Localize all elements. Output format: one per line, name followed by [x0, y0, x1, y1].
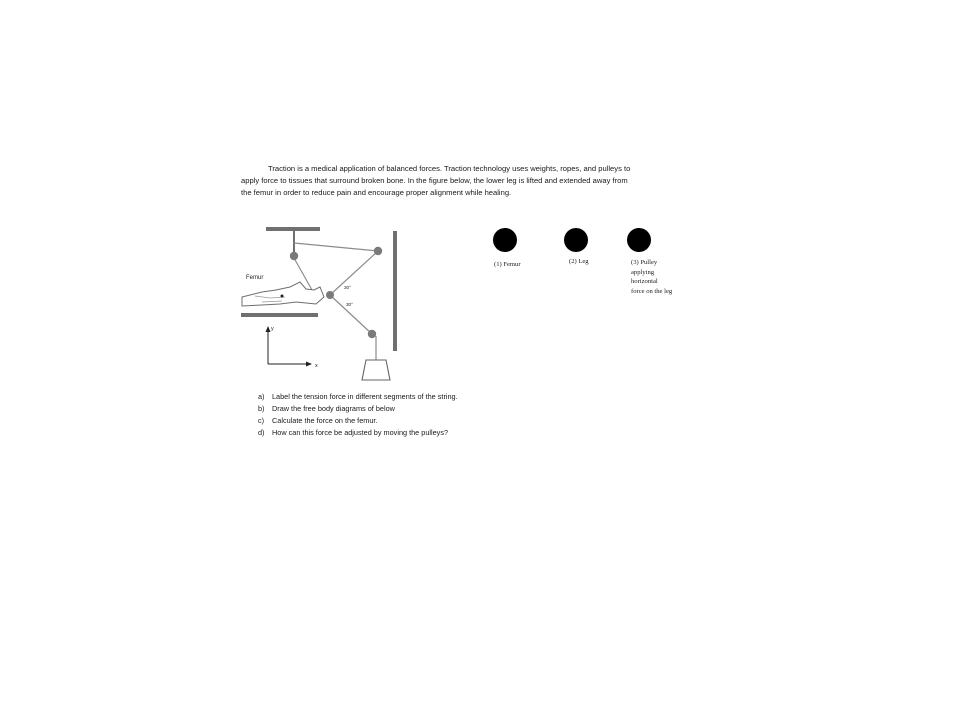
y-axis-label: y — [271, 326, 274, 332]
question-item — [258, 403, 458, 415]
question-text: Draw the free body diagrams of below — [272, 404, 395, 413]
x-axis-label: x — [315, 363, 318, 369]
fbd-pulley-label — [631, 258, 672, 296]
question-item — [258, 391, 458, 403]
fbd-leg-label: (2) Leg — [569, 258, 589, 265]
angle-upper-label: 30° — [344, 285, 351, 290]
pulley-foot — [326, 291, 334, 299]
knee-point — [281, 295, 284, 298]
fbd-femur-dot — [493, 228, 517, 252]
question-item — [258, 427, 458, 439]
leg-outline — [242, 282, 324, 306]
intro-paragraph — [241, 163, 711, 199]
rope-upper-diag — [330, 251, 378, 295]
question-marker: b) — [258, 404, 265, 413]
x-axis-arrow — [306, 362, 312, 367]
weight — [362, 360, 390, 380]
fbd-leg-dot — [564, 228, 588, 252]
top-bar — [266, 227, 320, 231]
question-list — [258, 391, 458, 439]
traction-diagram — [236, 222, 416, 387]
rope-top — [294, 243, 378, 251]
intro-line: Traction is a medical application of balanced forces. Traction technology uses weights, ropes, and pulleys to — [268, 164, 631, 173]
question-marker: c) — [258, 416, 265, 425]
intro-line: apply force to tissues that surround broken bone. In the figure below, the lower leg is lifted and extended away from — [241, 176, 628, 185]
fbd-femur-label: (1) Femur — [494, 261, 521, 268]
angle-lower-label: 30° — [346, 302, 353, 307]
question-marker: d) — [258, 428, 265, 437]
fbd-pulley-label-line: applying — [631, 268, 655, 276]
question-text: Label the tension force in different segments of the string. — [272, 392, 458, 401]
pulley-top-left — [290, 252, 298, 260]
femur-label: Femur — [246, 275, 264, 281]
right-wall — [393, 231, 397, 351]
fbd-pulley-label-line: force on the leg — [631, 287, 673, 295]
pulley-bottom-right — [368, 330, 376, 338]
y-axis-arrow — [266, 326, 271, 332]
pulley-top-right — [374, 247, 382, 255]
question-text: Calculate the force on the femur. — [272, 416, 378, 425]
intro-line: the femur in order to reduce pain and encourage proper alignment while healing. — [241, 188, 512, 197]
fbd-pulley-label-line: horizontal — [631, 278, 658, 286]
fbd-pulley-dot — [627, 228, 651, 252]
fbd-pulley-label-line: (3) Pulley — [631, 259, 658, 266]
rope-lower-diag — [330, 295, 372, 334]
question-marker: a) — [258, 392, 265, 401]
question-text: How can this force be adjusted by moving the pulleys? — [272, 428, 449, 437]
question-item — [258, 415, 458, 427]
bed-plate — [241, 313, 318, 317]
